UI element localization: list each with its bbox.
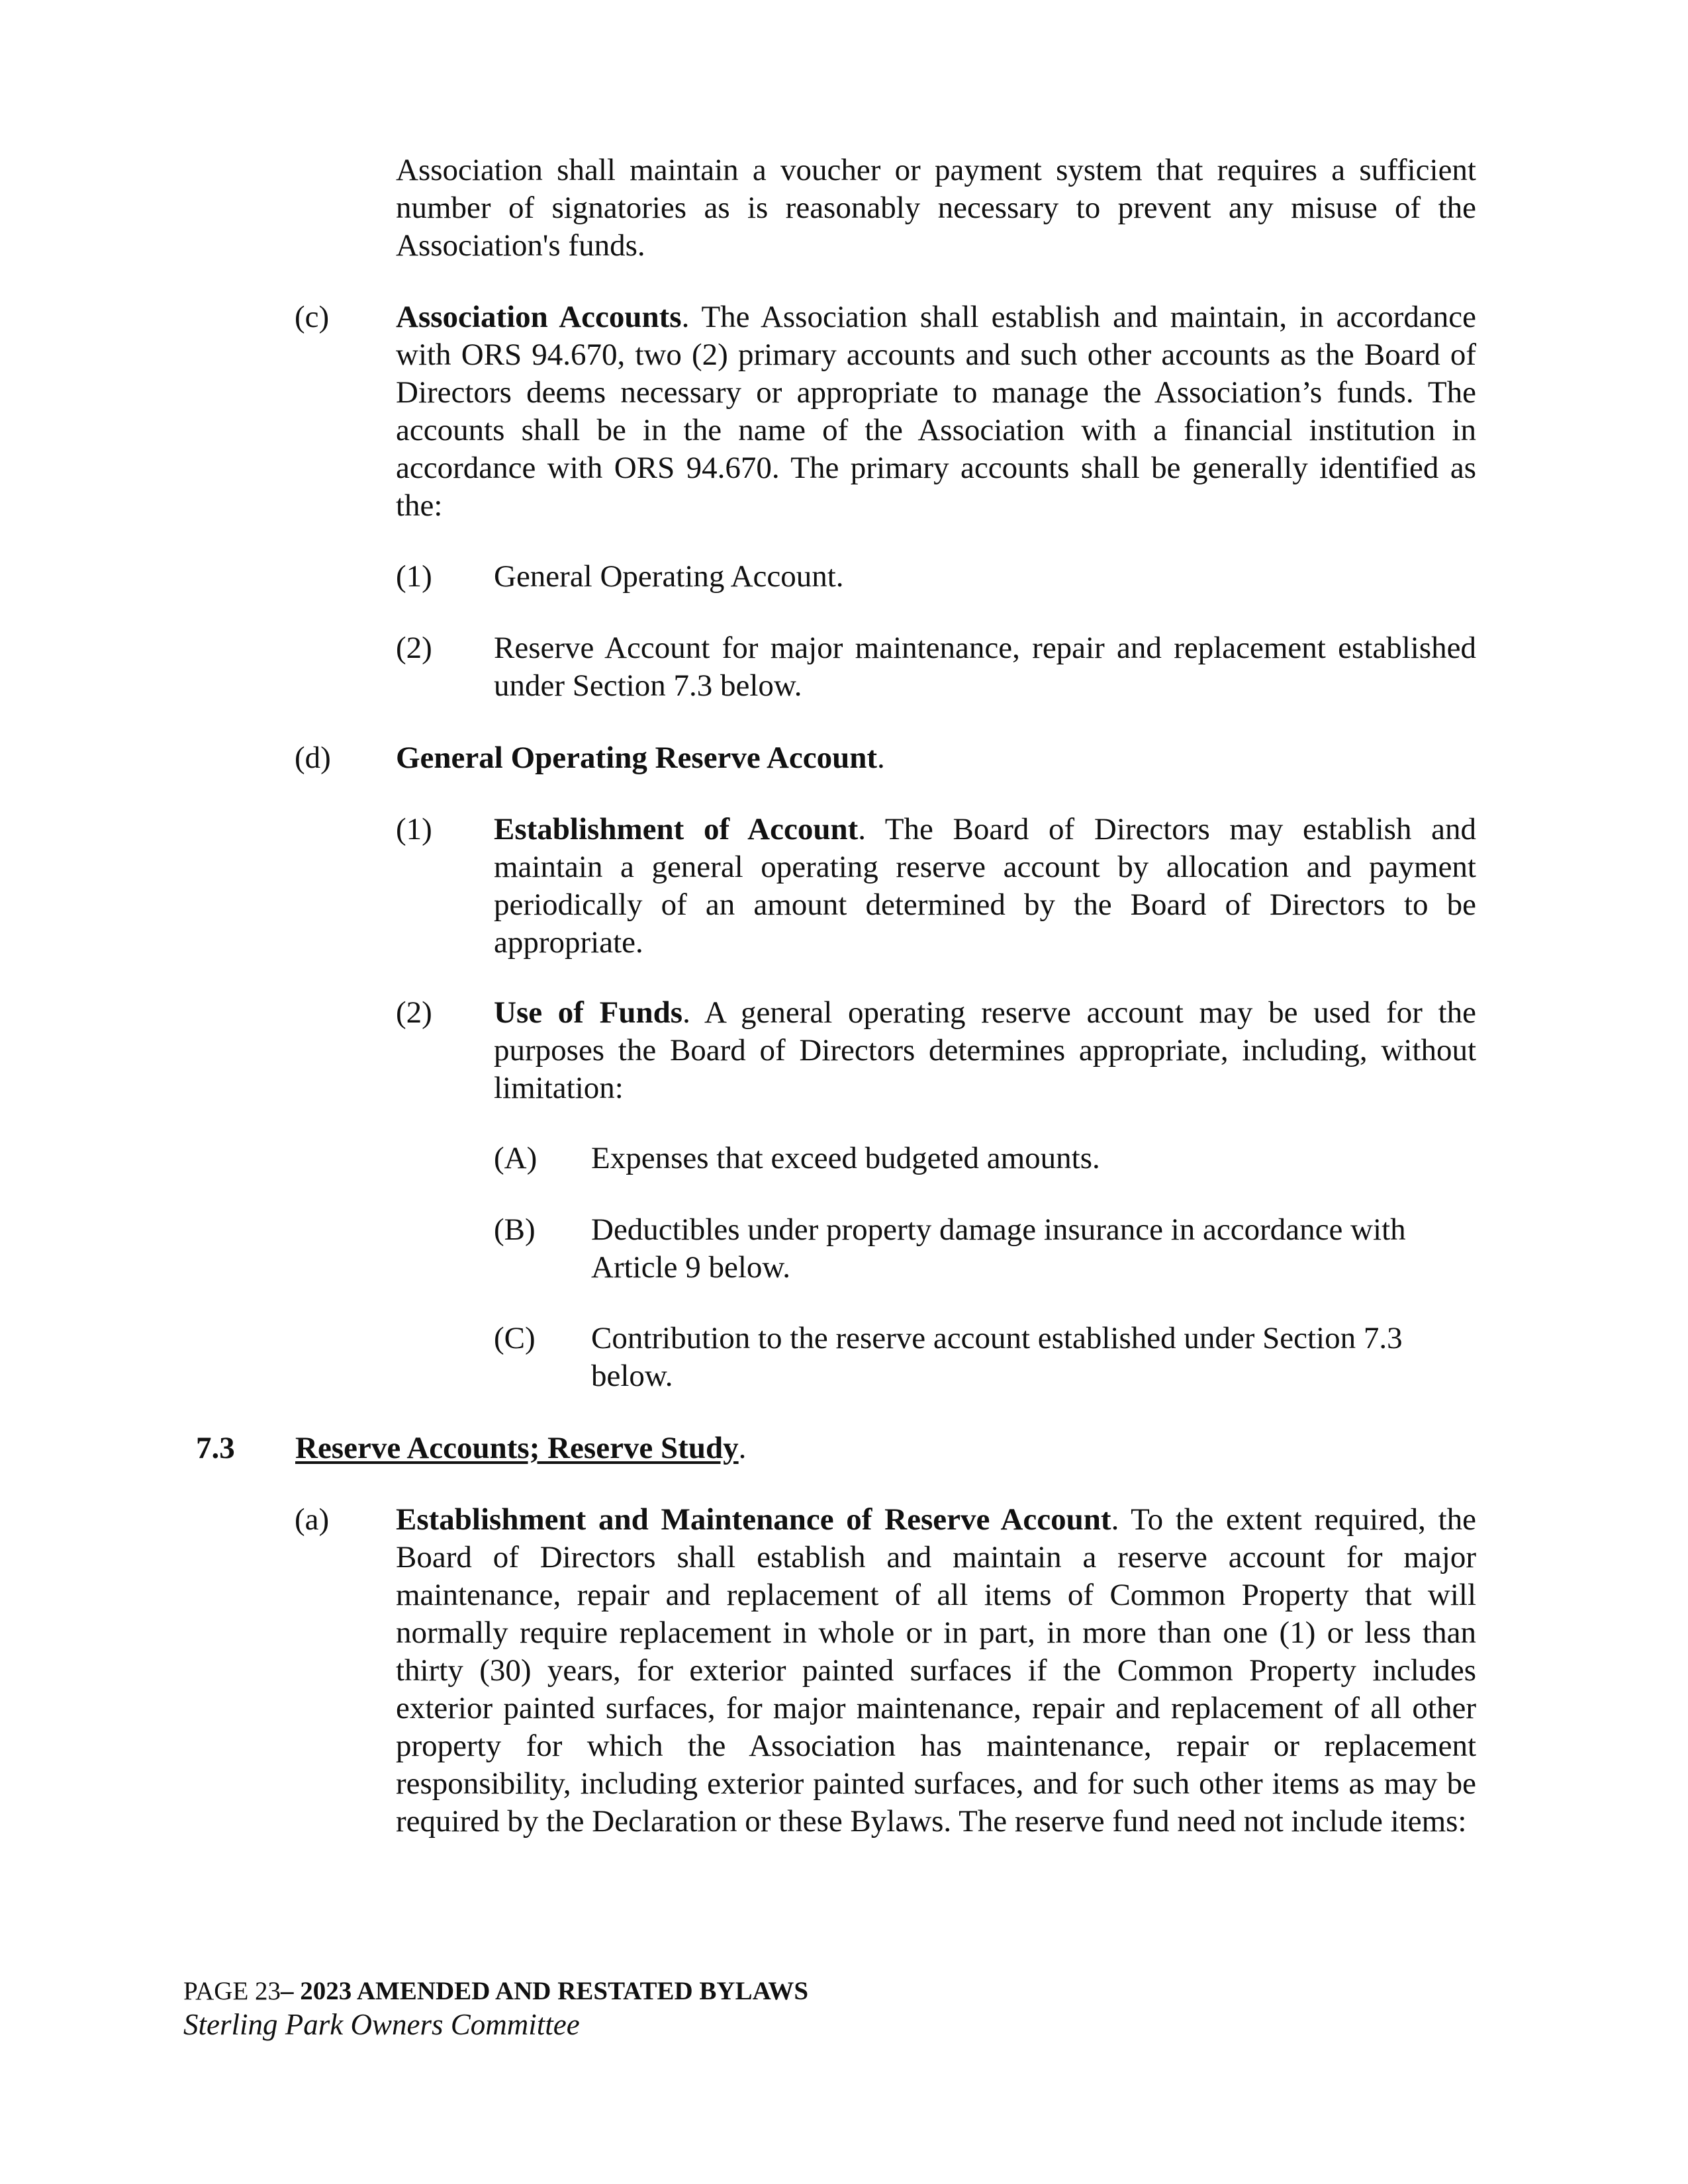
footer-page-number: PAGE 23: [183, 1977, 281, 2005]
section-d-label: (d): [295, 741, 331, 775]
section-d-item-1-label: (1): [396, 812, 432, 846]
section-d-heading-line: [396, 739, 1476, 777]
section-a-heading: Establishment and Maintenance of Reserve Account: [396, 1502, 1111, 1537]
section-d-item-2-paragraph: [494, 994, 1476, 1107]
section-c-item-1-text: General Operating Account.: [494, 559, 844, 594]
section-c-label: (c): [295, 300, 330, 334]
section-d-item-2-heading: Use of Funds: [494, 995, 683, 1030]
subitem-c-label: (C): [494, 1321, 536, 1355]
subitem-b-text: Deductibles under property damage insurance in accordance with Article 9 below.: [591, 1212, 1406, 1285]
section-d-item-1-text: . The Board of Directors may establish and maintain a general operating reserve account by allocation and payment periodically of an amount determined by the Board of Directors to be appropriate.: [494, 812, 1476, 960]
subitem-a-text: Expenses that exceed budgeted amounts.: [591, 1141, 1100, 1175]
subitem-b-label: (B): [494, 1212, 536, 1247]
footer-organization: Sterling Park Owners Committee: [183, 2008, 580, 2041]
section-d-item-1-heading: Establishment of Account: [494, 812, 859, 846]
section-c-item-2-label: (2): [396, 631, 432, 665]
section-7-3-heading-line: [295, 1430, 1476, 1467]
section-d-heading-suffix: .: [877, 741, 885, 775]
footer-page-title: [183, 1976, 808, 2007]
section-7-3-heading-suffix: .: [738, 1431, 747, 1465]
intro-paragraph: Association shall maintain a voucher or payment system that requires a sufficient number of signatories as is reasonably necessary to prevent any misuse of the Association's funds.: [396, 153, 1476, 263]
section-7-3-number: 7.3: [196, 1431, 235, 1465]
footer-document-title: – 2023 AMENDED AND RESTATED BYLAWS: [281, 1977, 809, 2005]
subitem-c-text: Contribution to the reserve account established under Section 7.3 below.: [591, 1321, 1403, 1393]
section-d-item-2-text: . A general operating reserve account may be used for the purposes the Board of Directors determines appropriate, including, without limitation:: [494, 995, 1476, 1105]
section-d-item-2-label: (2): [396, 995, 432, 1030]
section-a-text: . To the extent required, the Board of Directors shall establish and maintain a reserve account for major maintenance, repair and replacement of all items of Common Property that will normally require replacement in whole or in part, in more than one (1) or less than thirty (30) years, for exterior painted surfaces if the Common Property includes exterior painted surfaces, for major maintenance, repair and replacement of all other property for which the Association has maintenance, repair or replacement responsibility, including exterior painted surfaces, and for such other items as may be required by the Declaration or these Bylaws. The reserve fund need not include items:: [396, 1502, 1476, 1839]
section-c-item-1-label: (1): [396, 559, 432, 594]
section-7-3-heading: Reserve Accounts; Reserve Study: [295, 1431, 739, 1465]
section-a-label: (a): [295, 1502, 330, 1537]
section-a-paragraph: [396, 1501, 1476, 1841]
section-c-item-2-text: Reserve Account for major maintenance, repair and replacement established under Section 7.3 below.: [494, 631, 1476, 703]
section-d-heading: General Operating Reserve Account: [396, 741, 878, 775]
section-c-heading: Association Accounts: [396, 300, 682, 334]
section-c-text: . The Association shall establish and maintain, in accordance with ORS 94.670, two (2) primary accounts and such other accounts as the Board of Directors deems necessary or appropriate to manage the Association’s funds. The accounts shall be in the name of the Association with a financial institution in accordance with ORS 94.670. The primary accounts shall be generally identified as the:: [396, 300, 1476, 523]
subitem-a-label: (A): [494, 1141, 538, 1175]
section-c-paragraph: [396, 298, 1476, 525]
section-d-item-1-paragraph: [494, 811, 1476, 962]
